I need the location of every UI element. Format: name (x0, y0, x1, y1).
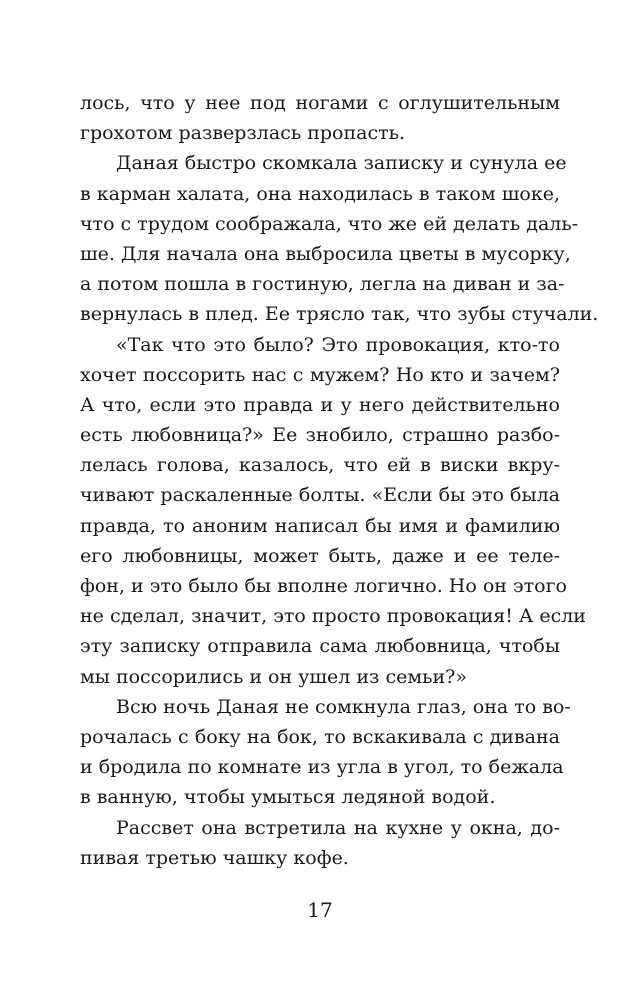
text-line: не сделал, значит, это просто провокация! А если (80, 605, 586, 628)
text-line: Даная быстро скомкала записку и сунула ее (116, 152, 567, 175)
text-line: хочет поссорить нас с мужем? Но кто и зачем? (80, 363, 560, 386)
text-line: есть любовница?» Ее знобило, страшно разбо- (80, 424, 560, 447)
text-line: в карман халата, она находилась в таком шоке, (80, 182, 560, 205)
text-line: пивая третью чашку кофе. (80, 846, 349, 869)
text-line: в ванную, чтобы умыться ледяной водой. (80, 786, 496, 809)
text-line: чивают раскаленные болты. «Если бы это была (80, 484, 560, 507)
paragraph-2 (80, 148, 599, 329)
text-line: лелась голова, казалось, что ей в виски вкру- (80, 454, 560, 477)
text-line: «Так что это было? Это провокация, кто-то (116, 333, 560, 356)
paragraph-4 (80, 692, 571, 813)
text-line: и бродила по комнате из угла в угол, то бежала (80, 756, 564, 779)
paragraph-1 (80, 88, 560, 148)
paragraph-5 (80, 813, 560, 873)
text-line: фон, и это было бы вполне логично. Но он этого (80, 575, 567, 597)
text-line: правда, то аноним написал бы имя и фамилию (80, 514, 560, 537)
text-line: его любовницы, может быть, даже и ее теле- (80, 544, 560, 567)
text-line: Рассвет она встретила на кухне у окна, до- (116, 816, 560, 839)
text-line: мы поссорились и он ушел из семьи?» (80, 665, 467, 688)
text-line: ше. Для начала она выбросила цветы в мусорку, (80, 242, 571, 265)
text-line: эту записку отправила сама любовница, чтобы (80, 635, 560, 658)
text-line: рочалась с боку на бок, то вскакивала с дивана (80, 725, 560, 748)
text-line: грохотом разверзлась пропасть. (80, 122, 406, 145)
text-line: а потом пошла в гостиную, легла на диван и за- (80, 273, 565, 296)
text-line: лось, что у нее под ногами с оглушительным (80, 92, 560, 114)
text-line: А что, если это правда и у него действительно (80, 393, 560, 416)
body-text (80, 88, 599, 873)
text-line: Всю ночь Даная не сомкнула глаз, она то во- (116, 695, 571, 718)
page-number: 17 (307, 898, 333, 922)
paragraph-3 (80, 330, 586, 692)
text-line: что с трудом соображала, что же ей делать даль- (80, 212, 579, 235)
text-line: вернулась в плед. Ее трясло так, что зубы стучали. (80, 303, 599, 326)
